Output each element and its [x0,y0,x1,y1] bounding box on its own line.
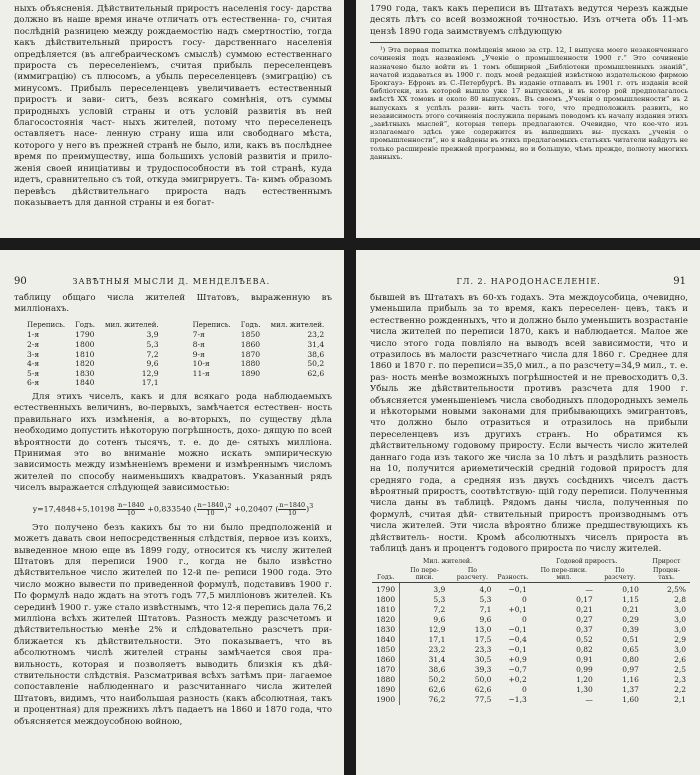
table-cell: 2,1 [674,695,686,705]
table-cell: 1,20 [576,675,593,685]
text-line: абсолютная, такъ и процентная) для прежнихъ лѣтъ падаетъ [14,693,332,716]
group-header: Мил. жителей. [423,558,472,566]
text-line: въ прежней странѣ не было, или, какъ въ послѣднее время [14,140,332,163]
text-line: изданія всей библіотеки, изъ которой вышло уже 17 выпусковъ, и въ котор [370,79,688,96]
text-line: ствительный приростъ производнымъ отъ числа жителей. Эти [370,509,688,532]
table-cell: 5,3 [433,595,446,605]
table-cell: −0,4 [508,635,527,645]
text-line: квадратовъ. Указанный рядъ чиселъ выражается слѣдующей [14,471,332,494]
table-row [22,359,329,369]
text-line: жителей даннаго года изъ такого же числа за 10 лѣтъ и [370,441,688,463]
text-line: измѣреннымъ числомъ жителей по способу наименьшихъ [14,460,332,482]
text-line: разсчетнаго числа для 1860 г. Среднее для 1860 и 1870 г. [370,350,688,372]
table-row [22,369,329,379]
table-row [372,685,690,695]
table-row [22,350,329,360]
table-cell: 0,91 [576,655,593,665]
table-cell: −0,7 [508,665,527,675]
table-cell: 30,5 [474,655,492,665]
table-cell: 17,1 [428,635,446,645]
text-line: ность правильнаго ихъ измѣненія, а во-вторыхъ, по существу [14,403,332,425]
table-cell: — [585,585,593,595]
text-line: Это получено безъ какихъ бы то ни было предположеній [32,522,327,533]
col-header: Разность. [495,566,530,583]
text-line: годовой приростъ для средняго года, а средняя изъ двухъ [370,464,689,486]
col-header: Перепись. [27,320,66,329]
body-text [356,0,700,38]
table-cell [236,378,266,388]
paragraph-text [370,46,688,161]
table-cell: 2,3 [674,675,686,685]
table-cell: +0,2 [508,675,527,685]
census-table [22,321,329,388]
table-cell: 2,8 [674,595,686,605]
table-cell: 6-я [27,378,40,388]
paragraph-text [14,523,332,728]
table-cell: 1880 [372,675,400,685]
col-header: По разсчету. [449,566,495,583]
growth-table [372,557,690,705]
text-line: кимъ образомъ перевѣсъ дѣйствительнаго прироста надъ [14,175,332,197]
table-cell: 5-я [27,368,40,378]
text-line: зависимостью: [161,483,230,494]
table-cell: 1810 [372,605,400,615]
text-line: реписи 1900 года. Это число можно вывести по приведенной [14,568,332,590]
fraction: $\frac{n-1840}{10}$ [279,500,306,517]
page-top-right [356,0,700,238]
table-cell: −1,3 [508,695,527,705]
table-cell: 3,0 [674,605,686,615]
table-cell: 1900 [372,695,400,705]
text-line: ближается къ дѣйствительности. Это показываетъ, что въ [14,636,332,647]
table-cell: 1840 [372,635,400,645]
table-cell: 0,52 [576,635,593,645]
text-line: таблицу общаго числа жителей Штатовъ, выраженную въ [14,293,332,303]
table-cell: 0,37 [576,625,593,635]
table-cell: 50,2 [307,359,325,369]
text-line: сосѣднихъ чиселъ дастъ вѣроятный приростъ, соотвѣтствую- [370,475,688,497]
table-row [372,605,690,615]
paragraph [14,523,332,728]
table-row [372,675,690,685]
text-line: ности. Кромѣ абсолютныхъ чиселъ прироста въ таблицѣ [370,532,688,554]
text-line: смыслѣ) суммою естественнаго прироста съ переселеніемъ, [14,49,332,72]
table-cell: 2,5 [674,665,686,675]
table-cell: 12,9 [141,368,159,378]
table-cell: 50,0 [474,675,492,685]
running-header [0,250,344,293]
text-line: считая прибыль переселенцевъ (иммиграцію) съ плюсомъ, а [14,61,332,83]
text-line: Рядомъ даны числа, полученныя по формулѣ, считая дѣй- [370,498,688,520]
table-cell: 3,0 [674,625,686,635]
text-line: дарства должно въ наше время иначе отличать отъ естественна- [14,4,332,26]
text-line: 0,3. Убыль же дѣйствительности противъ разсчета для 1900 г. [370,372,689,395]
table-cell: 1850 [240,330,261,340]
intro-text [14,293,332,316]
table-cell: 5,3 [479,595,492,605]
text-line: ¹) Эта первая попытка помѣщенія мною за стр. 12, I выпуска моего [380,46,631,55]
table-cell: 10-я [192,359,210,369]
text-line: къ числу жителей Штатовъ для переписи 1900 г., когда не [14,545,332,567]
text-line: уже стало извѣстнымъ, что 12-я перепись дала 76,2 милліона [14,602,332,624]
table-cell: 1880 [240,359,261,369]
table-cell: 1890 [240,368,261,378]
fraction: $\frac{n-1840}{10}$ [197,500,224,517]
table-cell: 1,37 [622,685,639,695]
table-cell: 8-я [192,340,205,349]
page-91 [356,250,700,775]
col-header: мил. жителей. [105,320,159,329]
text-line: „Библіотеки промышленныхъ знаній“, начатой издаваться въ 1900 г. [370,62,688,79]
paragraph-text [14,293,332,316]
table-row [22,378,329,388]
table-cell: 0,21 [576,605,593,615]
table-row [372,655,690,665]
table-cell: 1890 [372,685,400,695]
table-cell: 3,0 [674,645,686,655]
text-line: изъ коихъ, выведенное мною еще въ 1899 году, относится [14,534,332,556]
table-cell: 0,80 [622,655,639,665]
col-header: По пере-писи. [400,566,450,583]
paragraph [370,293,688,555]
text-line: страны и отъ условій развитія въ ней благосостоянія част- [14,106,332,129]
table-cell: −0,1 [508,625,527,635]
text-line: жителей Штатовъ, видимъ, что наибольшая разность (какъ [14,682,332,704]
col-header: Перепись. [192,320,231,329]
text-line: щій году переписи. Полученныя числа даны въ таблицѣ. [370,486,688,509]
text-line: объясняется уменьшеніемъ числа свободныхъ плодородныхъ [370,395,657,406]
table-cell: 5,3 [146,340,159,349]
table-cell: 31,4 [428,655,446,665]
text-line: вить часть того, что предположилъ развить, но независимость [370,103,688,120]
text-line: абсолютномъ числѣ жителей страны замѣчается своя пра- [14,648,332,659]
table-cell: 17,1 [141,378,159,388]
text-line: отчета объ 11-мъ цензѣ 1890 года заимствуемъ слѣдующую [370,15,688,37]
text-line: по переписи=35,0 мил., а по разсчету=34,9 мил., т. е. раз- [370,361,688,383]
text-line: переселенцевъ увеличиваетъ естественный приростъ и зави- [14,83,332,106]
table-cell: 1870 [372,665,400,675]
text-line: что кое-что изъ излагаемаго здѣсь уже содержится въ вышедшихъ вы- [370,120,688,137]
col-header: мил. жителей. [270,320,325,329]
text-line: дарственнаго населенія опредѣляется (въ алгебраическомъ [14,38,332,60]
table-cell: 1850 [372,645,400,655]
table-cell: 9-я [192,349,205,359]
table-cell: 38,6 [428,665,446,675]
text-line: каждые десять лѣтъ со всей возможной точностью. Изъ [370,4,688,26]
table-row [372,665,690,675]
text-line: убыль переселенцевъ (эмиграцію) съ минусомъ. Прибыль [14,72,332,94]
text-line: естественныхъ величинъ, во-первыхъ, замѣчается естествен- [14,403,307,414]
table-cell: 7,2 [146,349,159,359]
table-cell: 9,6 [433,615,446,625]
text-line: по преимуществу, иша большихъ условій развитія и прило- [46,152,332,163]
table-row [372,625,690,635]
table-cell: 1810 [75,349,95,359]
table-cell: 3,0 [674,615,686,625]
table-cell: 0,97 [622,665,639,675]
table-cell: — [585,695,593,705]
table-cell: 7,2 [433,605,446,615]
text-line: го, считая послѣдній разницею между рождаемостію надъ [14,15,332,37]
table-cell: 4,0 [479,585,492,595]
paragraph-text [370,4,688,38]
text-line: сятыхъ милліона. Принимая это во вниманіе можно искать [14,437,333,459]
table-cell: 76,2 [428,695,446,705]
footnote [370,46,688,161]
table-cell: 12,9 [428,625,446,635]
table-cell: 1830 [75,368,95,378]
col-header: Годъ. [240,320,261,329]
text-line: ленную страну иша или свободнаго мѣста, которого у него [14,129,332,151]
table-cell: 0,17 [576,595,593,605]
table-row [22,330,329,340]
text-line: какъ и наблюдается. Малое же число этого года повліяло [370,327,688,349]
table-cell: +0,9 [508,655,527,665]
table-cell: 38,6 [307,349,325,359]
col-header: Процен-тахъ. [643,566,690,583]
text-line: ствительности слѣдствія. Разсматривая всѣхъ затѣмъ при- [14,671,290,681]
table-cell: 77,5 [474,695,492,705]
text-line: данъ и процентъ годового прироста по числу жителей. [409,543,662,554]
table-cell: 2,6 [674,655,686,665]
paragraph-text [14,392,332,495]
table-cell: 23,3 [474,645,492,655]
table-row [22,340,329,350]
table-cell: 1,60 [622,695,639,705]
text-line: дящую по всей вѣроятности до сотенъ тысячъ, т. е. до де- [14,426,333,448]
page-90 [0,250,344,775]
text-line: лагаемое сопоставленіе наблюденнаго и разсчитаннаго числа [14,671,332,693]
table-row [372,583,690,596]
text-line: цевъ, такъ и естественно рожденныхъ, что и должно было [370,304,688,326]
table-cell: 0,21 [622,605,639,615]
text-line: бывшей въ Штатахъ въ 60-хъ годахъ. Эта междоусобица, [370,293,643,303]
table-cell: 0,51 [622,635,639,645]
text-line: незаконченнаго сочиненія подъ названіемъ „Ученіе о промышленности [370,46,688,63]
table-row [372,695,690,705]
table-cell: −0,1 [508,585,527,595]
text-line: очевидно, уменьшила прибыль за то время, какъ переселен- [370,293,688,315]
table-cell: 50,2 [428,675,446,685]
table-cell: 1870 [240,349,261,359]
text-line: ныхъ жителей, потому что переселенецъ оставляетъ насе- [14,118,332,140]
text-line: къ дѣйствительному годовому приросту. Если вычесть число [370,429,688,452]
table-row [372,635,690,645]
table-cell: 0,99 [576,665,593,675]
text-line: куда идетъ, сравнительно съ той, откуда эмигрируетъ. Та- [14,163,332,186]
text-line: этихъ „завѣтныхъ мыслей“, которыя теперь предлагаются. Очевидно, [370,111,688,129]
text-line: ность менѣе возможныхъ погрѣшностей и не превосходитъ [391,372,672,383]
table-cell: −0,1 [508,645,527,655]
text-line: 1790 года, такъ какъ переписи въ Штатахъ ведутся черезъ [370,4,653,14]
table-cell: 23,2 [428,645,446,655]
table-cell: 3,9 [146,330,159,340]
table-cell: +0,1 [508,605,527,615]
text-line: подъ моей редакціей извѣстною издательскою фирмою Брокгауз- [370,70,688,88]
table-cell: 4-я [27,359,40,369]
text-line: женія своей иниціативы и трудоспособности въ той странѣ, [14,163,312,174]
paragraph [14,392,332,495]
table-cell: 1800 [372,595,400,605]
table-row [372,595,690,605]
table-cell: 17,5 [474,635,492,645]
text-line: вильность, которая и позволяетъ выводить близкія къ дѣй- [14,659,332,670]
text-line: смертностію, тогда какъ дѣйствительный приростъ госу- [14,26,332,49]
page-top-left [0,0,344,238]
text-line: прежней программы, но и большую, чѣмъ прежде, полноту многихъ [440,144,688,153]
running-head-title: ЗАВѢТНЫЯ МЫСЛИ Д. МЕНДЕЛѢЕВА. [72,277,271,286]
table-cell [266,378,330,388]
table-cell: 7,1 [479,605,492,615]
text-line: и можетъ давать свои непосредственныя слѣдствія, первое [14,522,332,545]
table-cell: 13,0 [474,625,492,635]
table-cell: 0,65 [622,645,639,655]
text-line: этого сочиненія послужила первымъ поводомъ къ началу издания [425,111,669,120]
text-line: своемъ „Ученіи о промышленности“ въ 2 выпускахъ я успѣлъ разви- [370,95,688,112]
table-cell: 2,2 [674,685,686,695]
table-cell: 2,5% [666,585,686,595]
fraction: $\frac{n-1840}{10}$ [118,500,144,517]
table-header-row [22,321,329,331]
table-cell: 1-я [27,330,40,340]
table-cell: 11-я [192,368,210,378]
col-header: Годъ. [75,320,96,329]
text-line: пускахъ „ученія о промышленности“, но я найдены въ этихъ [370,128,689,145]
table-cell: 7-я [192,330,205,340]
text-line: дѣла необходимо допустить нѣкоторую погрѣшность, дохо- [14,414,332,437]
text-line: милліонахъ. [14,304,70,315]
running-header [356,250,700,293]
page-number: 90 [14,276,27,287]
table-row [372,645,690,655]
page-number: 91 [673,276,686,287]
text-line: эмпирическую зависимость между измѣненіемъ времени и [14,449,332,471]
text-line: дѣйствительностью менѣе 2% и слѣдовательно разсчетъ при- [14,625,332,636]
table-cell: 31,4 [307,340,325,349]
table-cell: 1840 [75,378,95,388]
table-cell: 1,16 [622,675,639,685]
running-head-title: ГЛ. 2. НАРОДОНАСЕЛЕНІЕ. [456,277,601,286]
table-cell: 0 [521,595,527,605]
col-header: Годъ. [372,566,400,583]
text-line: прибыли переселенцевъ изъ другихъ странъ. Но обратимся [370,418,688,440]
text-line: раздѣлить разность на 10, получится ариѳметическій средній [370,452,688,475]
table-cell: 62,6 [307,368,325,378]
table-cell: 2-я [27,340,40,349]
group-header: Прирост [652,558,681,566]
col-header: По пере-писи. мил. [531,566,597,583]
text-line: всѣхъ жителей Штатовъ. Разность между разсчетомъ и [61,613,332,624]
text-line: земель и нѣкоторыми новыми законами для прибывающихъ [370,395,688,418]
text-line: этотъ годъ 77,5 милліоновъ жителей. Къ серединѣ 1900 г. [14,591,332,613]
text-line: естественнымъ показываетъ для данной страны и ея богат- [14,186,332,208]
table-cell [188,378,236,388]
table-cell: 1830 [372,625,400,635]
body-text [0,0,344,209]
text-line: Для этихъ чиселъ, какъ и для всякаго рода наблюдаемыхъ [32,391,332,402]
table-cell: 0,29 [622,615,639,625]
paragraph-text [370,293,688,555]
table-cell: 0,10 [622,585,639,595]
table-cell: 9,6 [479,615,492,625]
text-line: Ефронъ въ С.-Петербургѣ. Въ изданіе отпавалъ въ 1901 г. отъ [408,79,642,88]
table-cell: 39,3 [474,665,492,675]
table-cell: 62,6 [428,685,446,695]
text-line: на 1860 и 1870 года, что объясняется междоусобною войною, [14,705,332,727]
text-line: ныхъ объясненія. Дѣйствительный приростъ населенія госу- [14,4,297,14]
table-row [372,615,690,625]
table-cell: 1860 [240,340,261,349]
table-cell: 1,15 [622,595,639,605]
table-cell: 1820 [75,359,95,369]
text-line: формулѣ, подставивъ 1900 г. По формулѣ надо ждать на [14,579,333,602]
table-cell: 1790 [372,583,400,596]
table-cell: 1860 [372,655,400,665]
text-line: ситъ, безъ всякаго сомнѣнія, отъ суммы природныхъ условій [14,95,332,117]
table-cell: 1,30 [576,685,593,695]
table-cell: 0,82 [576,645,593,655]
table-cell: 62,6 [474,685,492,695]
table-cell: 3-я [27,349,40,359]
table-cell: 1790 [75,330,95,340]
table-cell: 0,27 [576,615,593,625]
group-header: Годовой приростъ. [556,558,618,566]
text-line: эмигрантовъ, что должно было отразиться и отразилось на [370,407,688,429]
table-cell: 2,9 [674,635,686,645]
text-line: числа вѣроятно ближе предшествующихъ къ дѣйствитель- [370,521,688,543]
table-cell: 0,39 [622,625,639,635]
text-line: 1900 г.“ Это сочиненіе назначено было войти въ 1 томъ обширной [370,54,688,71]
text-line: уменьшить возрастаніе числа жителей по переписи 1870, [370,315,688,338]
paragraph-text [14,4,332,209]
table-cell: 3,9 [433,585,446,595]
text-line: было извѣстно дѣйствительное число жителей по 12-й пе- [14,556,332,579]
table-cell: 1820 [372,615,400,625]
table-cell: 9,6 [146,359,159,369]
footnote-rule [370,42,440,43]
text-line: данныхъ. [370,152,403,161]
formula: y=17,4848+5,10198 $\frac{n-1840}{10}$ +0,833540 ( $\frac{n-1840}{10}$ )$^2$ +0,20407 ( $\frac{n-1840}{10}$ )$^3$ [32,500,314,517]
table-cell: 1800 [75,340,95,349]
col-header: По разсчету. [597,566,643,583]
text-line: рой предполагалось вмѣстѣ XX томовъ и около 80 выпусковъ. Въ [370,87,688,104]
table-cell: 0 [521,615,527,625]
text-line: на выводъ всей зависимости, что и отразилось въ малости [370,338,688,361]
table-cell: 23,2 [307,330,325,340]
table-cell: 0 [521,685,527,695]
text-line: предлагаемыхъ статьяхъ читатели найдутъ не только расширеніе [370,136,688,153]
